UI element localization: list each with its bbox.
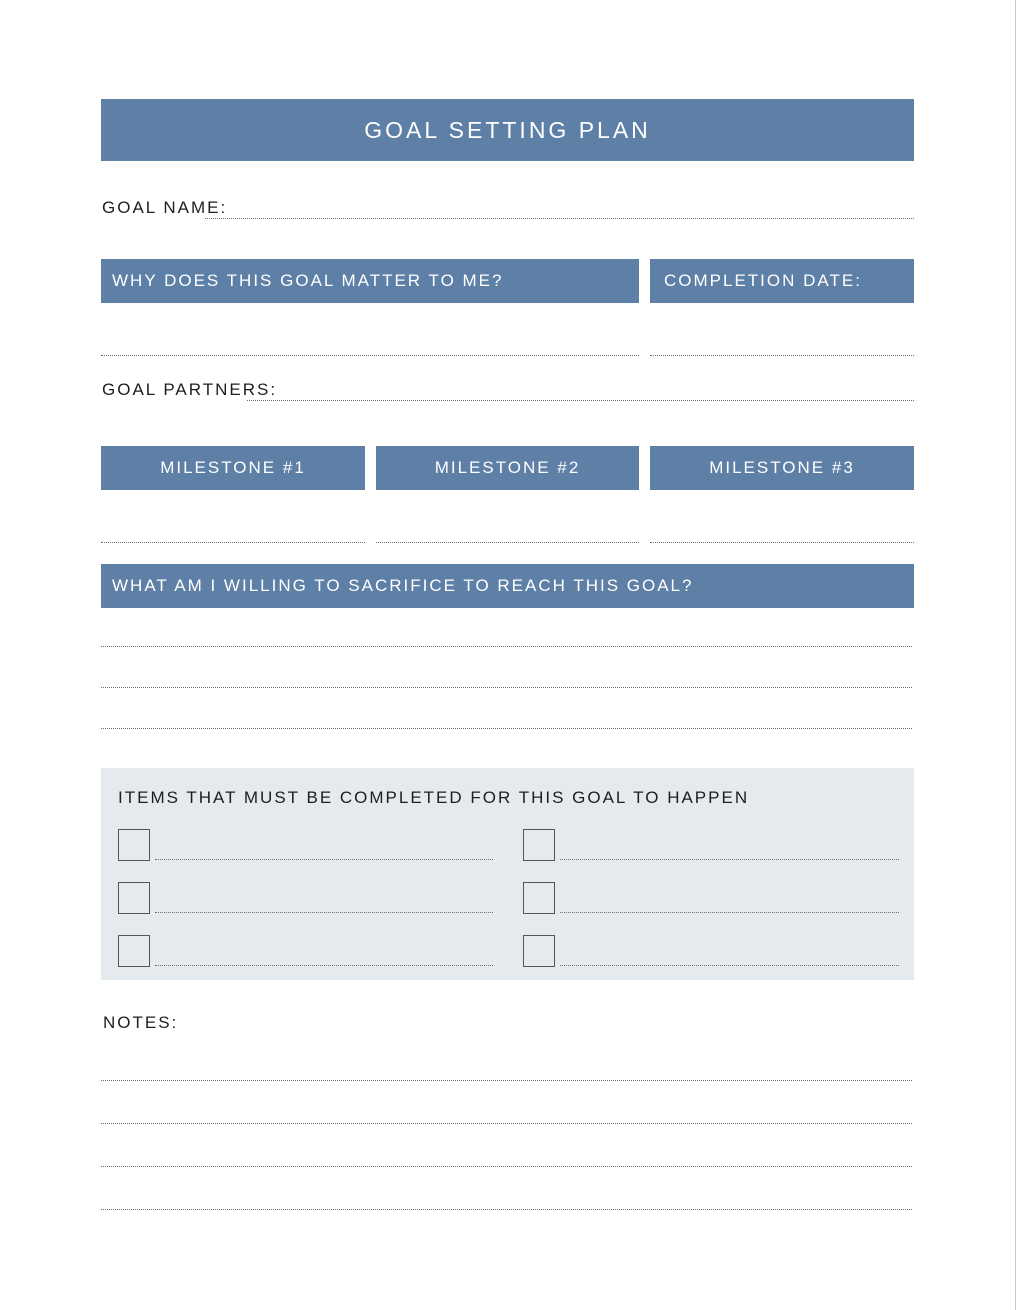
page-title: GOAL SETTING PLAN [101,99,914,161]
goal-partners-label: GOAL PARTNERS: [102,380,278,399]
why-header: WHY DOES THIS GOAL MATTER TO ME? [101,259,639,303]
milestone-1-header: MILESTONE #1 [101,446,365,490]
notes-label: NOTES: [103,1013,179,1032]
goal-name-line[interactable] [205,218,914,219]
completion-date-line[interactable] [650,355,914,356]
checkbox[interactable] [118,935,150,967]
completion-date-header: COMPLETION DATE: [650,259,914,303]
sacrifice-line[interactable] [101,646,912,647]
milestone-3-header: MILESTONE #3 [650,446,914,490]
checkbox[interactable] [523,935,555,967]
notes-line[interactable] [101,1123,912,1124]
items-header: ITEMS THAT MUST BE COMPLETED FOR THIS GOAL TO HAPPEN [118,788,750,807]
item-line[interactable] [560,965,899,966]
items-panel [101,768,914,980]
item-line[interactable] [560,912,899,913]
milestone-3-line[interactable] [650,542,914,543]
goal-partners-line[interactable] [247,400,914,401]
sacrifice-line[interactable] [101,728,912,729]
sacrifice-line[interactable] [101,687,912,688]
item-line[interactable] [560,859,899,860]
milestone-2-header: MILESTONE #2 [376,446,639,490]
item-line[interactable] [155,912,493,913]
item-line[interactable] [155,859,493,860]
goal-name-label: GOAL NAME: [102,198,228,217]
checkbox[interactable] [118,829,150,861]
milestone-2-line[interactable] [376,542,639,543]
checkbox[interactable] [523,882,555,914]
why-line[interactable] [101,355,639,356]
notes-line[interactable] [101,1166,912,1167]
notes-line[interactable] [101,1080,912,1081]
sacrifice-header: WHAT AM I WILLING TO SACRIFICE TO REACH THIS GOAL? [101,564,914,608]
notes-line[interactable] [101,1209,912,1210]
checkbox[interactable] [523,829,555,861]
milestone-1-line[interactable] [101,542,365,543]
item-line[interactable] [155,965,493,966]
checkbox[interactable] [118,882,150,914]
